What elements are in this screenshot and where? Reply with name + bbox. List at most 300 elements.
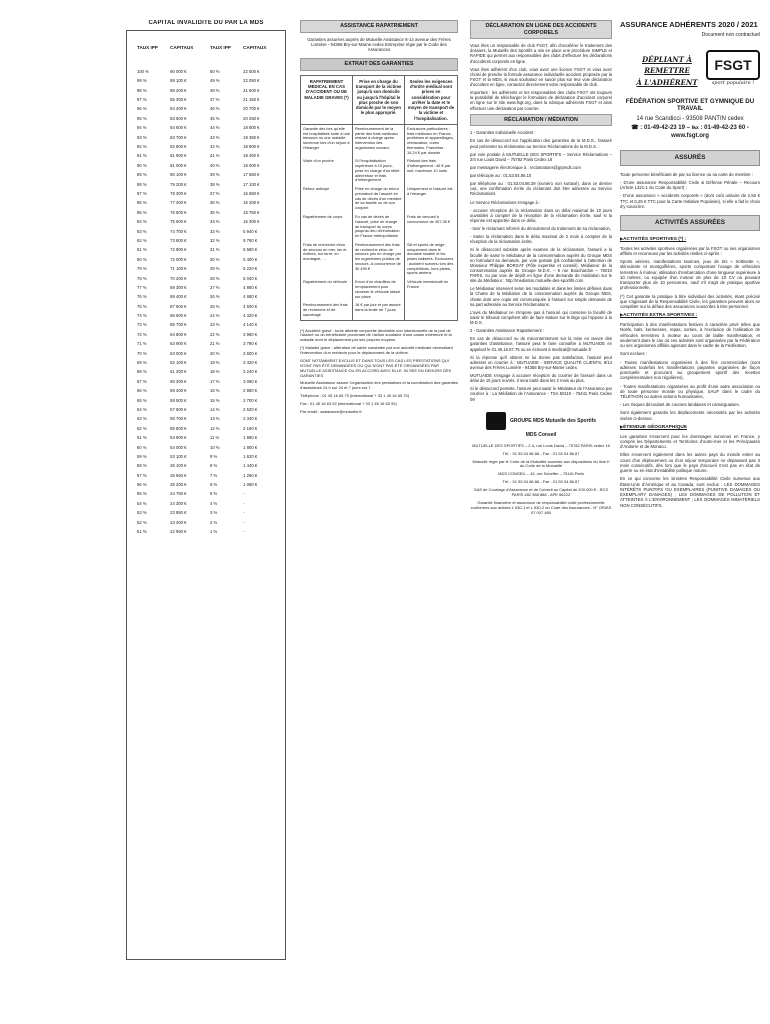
table-cell: 18 000 € [243,162,260,168]
table-cell: 23 400 € [170,519,187,525]
table-cell: 72 % [137,331,147,337]
paragraph: Toutes les activités sportives organisées par la FSGT ou ses organismes affiliés et reconnues par les activités réelles ci-après : [620,245,760,256]
table-cell: 17 % [209,378,220,384]
table-row [133,473,279,482]
table-row [133,520,279,529]
table-cell: 2 340 € [243,416,258,422]
deplacements-text: Sont également garantis les déplacements nécessités par les activités visées ci-dessus. [620,410,760,421]
table-cell: 33 % [209,228,220,234]
garanties-cell: Uniquement si l'assuré est à l'étranger [407,186,453,196]
table-cell: 12 % [209,425,220,431]
panel-capital-invalidite [126,20,286,1010]
groupe-mds-logo: GROUPE MDS Mutuelle des Sportifs [486,412,596,430]
table-cell: 2 700 € [243,397,258,403]
table-cell: 80 % [137,256,147,262]
table-row [133,285,279,294]
paragraph: Sont exclues : [620,351,647,357]
table-cell: 77 % [137,284,147,290]
table-cell: 3 420 € [243,360,258,366]
table-cell: 55 800 € [170,425,187,431]
table-cell: 54 000 € [170,444,187,450]
table-cell: 15 750 € [243,209,260,215]
table-cell: 64 800 € [170,331,187,337]
table-cell: 77 400 € [170,200,187,206]
table-cell: 71 % [137,341,147,347]
table-cell: 83 % [137,228,147,234]
table-cell: 95 % [137,115,147,121]
table-cell: 36 % [209,200,220,206]
table-cell: 66 600 € [170,313,187,319]
table-cell: 83 500 € [170,115,187,121]
table-cell: 82 % [137,237,147,243]
table-cell: 9 % [209,453,218,459]
table-row [133,88,279,97]
table-cell: 41 % [209,153,220,159]
garanties-cell: Visite d'un proche [301,157,353,185]
table-cell: 1 980 € [243,435,258,441]
table-cell: 69 % [137,360,147,366]
garanties-cell: Remboursement de la partie des frais médicaux restant à charge après intervention des organismes sociaux [353,125,405,158]
garanties-row [301,125,457,158]
table-cell: 76 500 € [170,209,187,215]
garanties-cell: Envoi d'un chauffeur de remplacement pour ramener le véhicule laissé sur place [353,278,405,301]
table-row [133,191,279,200]
table-cell: 23 850 € [170,510,187,516]
mds-footer [470,444,612,516]
table-row [133,172,279,181]
table-cell: 80 100 € [170,172,187,178]
table-cell: 25 200 € [170,482,187,488]
table-cell: 78 % [137,275,147,281]
table-cell: 62 % [137,425,147,431]
garanties-cell: Si l'hospitalisation supérieure à 10 jours, prise en charge d'un billet aller/retour et frais d'hébergement [353,157,405,185]
table-cell: 23 % [209,322,220,328]
garanties-cell: Frais de cercueil à concurrence de 457,35 € [407,214,451,224]
table-cell: 1 % [209,529,218,535]
mds-conseil-logo: MDS Conseil [525,431,557,438]
table-row [133,369,279,378]
table-row [133,313,279,322]
table-cell: 32 % [209,237,220,243]
garanties-table [300,75,458,321]
table-cell: 90 000 € [170,68,187,74]
table-cell: 2 520 € [243,406,258,412]
table-cell: 64 % [137,406,147,412]
table-cell: 97 % [137,97,147,103]
garanties-row [301,278,457,301]
garanties-cell: Garantie dès lors qu'elle est hospitalisée suite à une blessure ou une maladie survenue lors d'un séjour à l'étranger [301,125,353,158]
capital-title: CAPITAL INVALIDITÉ DU PAR LA MDS [148,20,264,26]
table-cell: 1 260 € [243,472,258,478]
table-cell: 61 200 € [170,369,187,375]
table-row [133,360,279,369]
paragraph: Si la réponse qu'il obtient ne lui donne pas satisfaction, l'assuré peut adresser un courrier à : MUTUAIDE - SERVICE QUALITÉ CLIENTS, 8/14 avenue des Frères Lumière - 94368 Bry-sur-Marne cedex. [470,354,612,370]
table-cell: 22 050 € [243,78,260,84]
table-cell: 84 400 € [170,106,187,112]
table-row [133,416,279,425]
table-cell: 3 240 € [243,369,258,375]
table-cell: 5 040 € [243,275,258,281]
table-cell: - [243,529,245,535]
table-cell: 78 300 € [170,190,187,196]
table-cell: 7 % [209,472,218,478]
garanties-cell: Rapatriement du véhicule [301,278,353,301]
paragraph: MUTUAIDE s'engage à accuser réception du courrier de l'assuré dans un délai de 10 jours ouvrés. Il sera traité dans les 2 mois au plus. [470,373,612,384]
table-cell: 51 % [137,529,147,535]
garanties-cell: Prise en charge du retour prématuré de l'assuré en cas de décès d'un membre de sa famille ou de son conjoint [353,185,405,213]
table-row [133,163,279,172]
table-cell: 54 900 € [170,435,187,441]
table-row [133,266,279,275]
table-cell: 24 750 € [170,491,187,497]
panel-cover [620,20,760,1010]
paragraph: Sports aériens, manifestations taurines, jeux de tirs « trottinette », skirouleste et montgolfières, sports comportant l'usage de véhicules terrestres à moteur, utilisation d'embarcation d'une longueur supérieure à 10 mètres, ou equipée d'un moteur de plus de 10 CV ou pouvant transporter plus de 10 personnes, sauf s'il s'agit de pratique sportive professionnelle. [620,259,760,291]
table-cell: 99 % [137,78,147,84]
table-cell: 19 800 € [243,125,260,131]
table-cell: 60 300 € [170,378,187,384]
table-row [133,407,279,416]
table-cell: 25 650 € [170,472,187,478]
garanties-body [301,125,457,320]
table-cell: 5 940 € [243,228,258,234]
table-cell: 21 % [209,341,220,347]
table-cell: 68 400 € [170,294,187,300]
header-taux-ipp-1: TAUX IPP [137,45,158,51]
table-cell: 27 % [209,284,220,290]
table-cell: 20 700 € [243,106,260,112]
table-cell: 2 % [209,519,218,525]
table-cell: 63 900 € [170,341,187,347]
table-row [133,332,279,341]
header-capitaux-2: CAPITAUX [243,45,267,51]
table-cell: 24 % [209,313,220,319]
table-cell: 46 % [209,106,220,112]
footer-line: Garantie financière et assurance de responsabilité civile professionnelle conformes aux articles L 530-1 et L 530-2 du Code des Assurances - N° ORIAS 07 007 480 [470,499,612,515]
etendue-geo-text [620,434,760,508]
table-row [133,379,279,388]
paragraph: Si le désaccord persiste, l'assuré peut saisir le Médiateur de l'Assurance par courrier à : La Médiation de l'Assurance - TSA 50110 - 75441 Paris Cedex 09 [470,386,612,402]
table-row [133,97,279,106]
table-cell: 19 350 € [243,134,260,140]
declaration-text [470,43,612,111]
paragraph: Toute personne bénéficiant de par sa licence ou sa carte de membre : [620,171,754,177]
assistance-intro: Garanties assurées auprès de Mutuelle Assistance 8-14 avenue des Frères Lumière - 94366 Bry-sur-Marne cedex Entreprise régie par le Code des Assurances [307,36,451,53]
table-row [133,304,279,313]
table-row [133,294,279,303]
garanties-cell: En cas de décès de l'assuré, prise en charge du transport du corps jusqu'au lieu d'inhumation en France métropolitaine [353,213,405,241]
paragraph: Vous êtes un responsable de club FSGT, afin d'accélérer le traitement des dossiers, la Mutuelle des Sportifs a mis en place une procédure SIMPLE et RAPIDE qui permet aux responsables des clubs d'effectuer les déclarations d'accidents corporels en ligne. [470,43,612,64]
table-row [133,510,279,519]
table-cell: 5 220 € [243,266,258,272]
table-cell: 34 % [209,219,220,225]
footnote: (*) Maladie grave : altération de santé constatée par une autorité médicale nécessitant l'intervention d'un médecin pour le déplacement de la victime. [300,345,453,356]
table-cell: 22 % [209,331,220,337]
panel-declaration [470,20,612,1010]
table-cell: 57 % [137,472,147,478]
deplier-label: DÉPLIANT À REMETTRE À L'ADHÉRENT [636,55,698,87]
table-cell: 8 % [209,463,218,469]
table-cell: 15 % [209,397,220,403]
garanties-cell: Plafond des frais d'hébergement : 46 € par nuit, maximum 10 nuits [407,158,451,173]
table-cell: 18 900 € [243,144,260,150]
footnote: Mutuelle Assistance assure l'organisation des prestations et la coordination des garanties d'assistance 24 h sur 24 et 7 jours sur 7. [300,380,458,391]
table-cell: 87 % [137,190,147,196]
table-row [133,445,279,454]
header-taux-ipp-2: TAUX IPP [209,45,231,51]
table-cell: - [243,510,245,516]
table-cell: 31 % [209,247,220,253]
paragraph: En cas de désaccord ou de mécontentement sur la mise en œuvre des garanties d'assistance, l'assuré peut le faire connaître à MUTUAIDE en appelant le 01.45.16.87.75 ou en écrivant à medical@mutuaide.fr [470,336,612,352]
garanties-cell: Rapatriement de corps [301,213,353,241]
table-cell: 79 200 € [170,181,187,187]
paragraph: Participation à des manifestations festives à caractère privé telles que Noëls, bals, kermesses, repas, sorties, à l'exclusion de l'utilisation de véhicules terrestres à moteur au cours de ladite manifestation, et seulement dans le cas où ces activités sont organisées par la Fédération ou ses organismes affiliés agissant dans le cadre de la Fédération. [620,322,760,349]
federation-address: 14 rue Scandicci - 93508 PANTIN cedex [636,115,744,122]
table-cell: 3 780 € [243,341,258,347]
garanties-header-cell: Prise en charge du transport de la victime jusqu'à son domicile ou jusqu'à l'hôpital le plus proche de son domicile par le moyen le plus approprié. [353,76,405,124]
table-cell: 79 % [137,266,147,272]
garanties-header [301,76,457,125]
table-cell: 59 % [137,453,147,459]
table-cell: 73 800 € [170,237,187,243]
garanties-cell: Remboursement des frais de recherche et de sauvetage [301,301,353,319]
table-cell: 43 % [209,134,220,140]
paragraph: (*) Cet garantie la pratique à titre individuel des activités, étant précisé que s'agissant de la Responsabilité Civile, les garanties peuvent alors se compléter sur la défaut des assurances souscrites à titre personnel. [620,293,760,310]
table-cell: 3 060 € [243,378,258,384]
table-cell: 44 % [209,125,220,131]
table-cell: 81 000 € [170,162,187,168]
mds-logos [470,412,612,438]
table-cell: 2 160 € [243,425,258,431]
table-cell: 4 320 € [243,313,258,319]
table-cell: 1 620 € [243,453,258,459]
table-cell: 71 100 € [170,266,187,272]
table-cell: 88 100 € [170,78,187,84]
paragraph: par téléphone au : 01.53.04.86.39 (numéro non surtaxé), dans ce dernier cas, une confirmation écrite du réclamant doit être adressée au Service Réclamations. [470,181,612,197]
table-cell: - [243,491,245,497]
table-cell: 56 % [137,482,147,488]
table-row [133,153,279,162]
table-cell: 66 % [137,388,147,394]
paragraph: Le Service Réclamations s'engage à : [470,199,541,205]
table-cell: 22 950 € [170,529,187,535]
garanties-cell: Frais de recherche et/ou de secours en mer, lac et rivières, sur terre, en montagne, ... [301,241,353,278]
table-cell: 58 500 € [170,397,187,403]
table-cell: 5 400 € [243,256,258,262]
table-cell: 18 % [209,369,220,375]
paragraph: par télécopie au : 01.53.04.86.10 [470,173,532,179]
paragraph: par voie postale à MUTUELLE DES SPORTIFS – Service Réclamations – 2/4 rue Louis David – 75782 Paris Cedex 16 [470,151,612,162]
table-cell: 42 % [209,144,220,150]
paragraph: - Les risques découlant de courses landaises et camarguaises. [620,402,740,408]
table-cell: 1 440 € [243,463,258,469]
garanties-header-cell: Seules les exigences d'ordre médical sont prises en considération pour arrêter la date et le moyen de transport de la victime et l'hospitalisation. [407,78,455,121]
table-cell: 13 % [209,416,220,422]
paragraph: Les garanties s'exercent pour les dommages survenus en France, y compris les Départements et Territoires d'outre-mer et les Principautés d'Andorre et de Monaco. [620,433,760,450]
table-cell: 16 200 € [243,200,260,206]
footer-line: MUTUELLE DES SPORTIFS – 2-4, rue Louis David – 75782 PARIS cedex 16 [472,442,610,448]
activites-extra-heading: ▶ ACTIVITÉS EXTRA SPORTIVES : [620,313,760,319]
table-cell: 84 600 € [170,125,187,131]
table-cell: 29 % [209,266,220,272]
footer-line: Mutuelle régie par le Code de la Mutualité soumise aux dispositions du livre II du Code de la Mutualité [472,458,610,469]
table-row [133,238,279,247]
table-row [133,398,279,407]
table-cell: 50 % [209,68,220,74]
paragraph: Elles s'exercent également dans les autres pays du monde entier au cours d'un déplacement ou d'un séjour temporaire ne dépassant pas 3 mois consécutifs, dès lors que le pays d'accueil n'est pas en état de guerre ou en état d'instabilité politique notoire. [620,452,760,474]
table-cell: 14 % [209,406,220,412]
table-cell: 3 600 € [243,350,258,356]
table-cell: 24 300 € [170,500,187,506]
table-cell: 47 % [209,97,220,103]
table-cell: - [243,519,245,525]
table-cell: 81 900 € [170,153,187,159]
table-cell: 61 % [137,435,147,441]
table-row [133,501,279,510]
table-cell: 48 % [209,87,220,93]
table-cell: 59 400 € [170,388,187,394]
table-row [133,144,279,153]
table-row [133,341,279,350]
table-cell: 45 % [209,115,220,121]
table-cell: 21 150 € [243,97,260,103]
table-cell: 81 % [137,247,147,253]
table-cell: 62 100 € [170,360,187,366]
capital-table-body [133,69,279,539]
table-row [133,247,279,256]
table-cell: 16 % [209,388,220,394]
table-cell: 37 % [209,190,220,196]
fsgt-logo [706,50,760,86]
table-cell: 89 % [137,172,147,178]
table-cell: 3 % [209,510,218,516]
fsgt-tagline: sport populaire ! [711,80,755,87]
garanties-cell: Retour anticipé [301,185,353,213]
table-row [133,482,279,491]
table-cell: 22 500 € [243,68,260,74]
table-row [133,106,279,115]
assistance-footnotes [300,329,458,415]
table-cell: 5 760 € [243,237,258,243]
table-cell: 54 % [137,500,147,506]
table-cell: 72 900 € [170,247,187,253]
table-cell: 100 % [137,68,149,74]
garanties-row [301,241,457,278]
table-cell: 90 % [137,162,147,168]
paragraph: - accuser réception de la réclamation dans un délai maximal de 10 jours ouvrables à compter de la réception de la réclamation écrite, sauf si la réponse est apportée dans ce délai, [470,207,612,223]
table-cell: 26 100 € [170,463,187,469]
table-cell: 74 % [137,313,147,319]
table-cell: 96 % [137,106,147,112]
table-cell: 86 200 € [170,87,187,93]
footer-line: SAS de Courtage d'Assurance et de Conseil au Capital de 200 000 € - RCS PARIS 482 388 888 - APE 6622Z [473,487,609,497]
assures-title: ASSURÉS [620,150,760,166]
table-row [133,454,279,463]
table-cell: 67 % [137,378,147,384]
table-cell: 25 % [209,303,220,309]
table-cell: 6 % [209,482,218,488]
table-cell: 4 860 € [243,284,258,290]
table-cell: 72 000 € [170,256,187,262]
table-cell: 49 % [209,78,220,84]
paragraph: - traiter la réclamation dans le délai maximal de 2 mois à compter de la réception de la réclamation écrite. [470,234,612,245]
table-row [133,435,279,444]
table-cell: 55 % [137,491,147,497]
table-row [133,463,279,472]
table-cell: 92 % [137,144,147,150]
table-row [133,78,279,87]
garanties-cell: Remboursement des frais de recherche et/ou de secours pris en charge par les organismes publics de secours. A concurrence de 30 490 € [353,241,405,278]
paragraph: - D'une assurance Responsabilité Civile & Défense Pénale – Recours (Article L321-1 du Code du Sport) ; [620,179,760,191]
activites-sportives-text [620,246,760,310]
table-cell: 94 % [137,125,147,131]
footer-line: MDS CONSEIL – 43, rue Scheffer – 75116 Paris [498,471,584,477]
table-row [133,125,279,134]
table-cell: 56 700 € [170,416,187,422]
fsgt-logo-mark: FSGT [706,50,760,80]
table-row [133,210,279,219]
table-cell: 86 % [137,200,147,206]
table-row [133,351,279,360]
table-row [133,388,279,397]
garanties-row [301,157,457,185]
table-row [133,276,279,285]
garanties-row [301,301,457,319]
table-row [133,229,279,238]
footnote: Fax : 01 45 16 63 92 (international + 33 1 45 16 63 92) [300,401,397,407]
mediation-text [470,130,612,401]
paragraph: Le Médiateur intervient selon les modalités et dans les limites définies dans la Charte de la Médiation de la consommation auprès du Groupe MDS, charte dont une copie est communiquée à l'assuré sur simple demande de sa part adressée au Service Réclamations. [470,286,612,307]
table-cell: 75 600 € [170,219,187,225]
table-cell: 30 % [209,256,220,262]
footnote: (*) Accident grave : toute atteinte corporelle décelable non intentionnelle de la part de l'assuré ou du bénéficiaire provenant de l'action soudaine d'une cause extérieure et la maladie dont le déplacement par ses propres moyens. [300,327,452,343]
table-cell: 73 % [137,322,147,328]
table-cell: 11 % [209,435,220,441]
mediation-title: RÉCLAMATION / MÉDIATION [470,114,612,127]
etendue-geo-heading: ▶ ÉTENDUE GÉOGRAPHIQUE [620,425,760,431]
table-cell: 35 % [209,209,220,215]
paragraph: 1 - Garanties Individuelle Accident : [470,130,536,136]
table-cell: 4 140 € [243,322,258,328]
table-cell: 91 % [137,153,147,159]
table-row [133,219,279,228]
table-row [133,491,279,500]
table-cell: 67 500 € [170,303,187,309]
table-cell: 26 % [209,294,220,300]
table-cell: 63 % [137,416,147,422]
table-cell: 58 % [137,463,147,469]
table-cell: 53 100 € [170,453,187,459]
activites-sportives-heading: ▶ ACTIVITÉS SPORTIVES (*) : [620,237,760,243]
table-cell: 53 % [137,510,147,516]
table-cell: 57 600 € [170,406,187,412]
table-cell: 70 200 € [170,275,187,281]
paragraph: - Toutes manifestations organisées au profit d'une autre association ou de toute personne morale ou physique, SAUF dans le cadre du TÉLÉTHON ou autres actions humanitaires, [620,383,760,399]
assistance-title: ASSISTANCE RAPATRIEMENT [300,20,458,33]
table-cell: 2 880 € [243,388,258,394]
capital-table [126,30,286,960]
panel-assistance [300,20,458,1010]
table-row [133,200,279,209]
declaration-title: DÉCLARATION EN LIGNE DES ACCIDENTS CORPORELS [470,20,612,39]
table-cell: 1 080 € [243,482,258,488]
table-cell: 40 % [209,162,220,168]
table-cell: 70 % [137,350,147,356]
table-cell: 19 % [209,360,220,366]
table-cell: 38 % [209,181,220,187]
table-cell: 74 700 € [170,228,187,234]
table-cell: 39 % [209,172,220,178]
table-cell: 85 300 € [170,97,187,103]
